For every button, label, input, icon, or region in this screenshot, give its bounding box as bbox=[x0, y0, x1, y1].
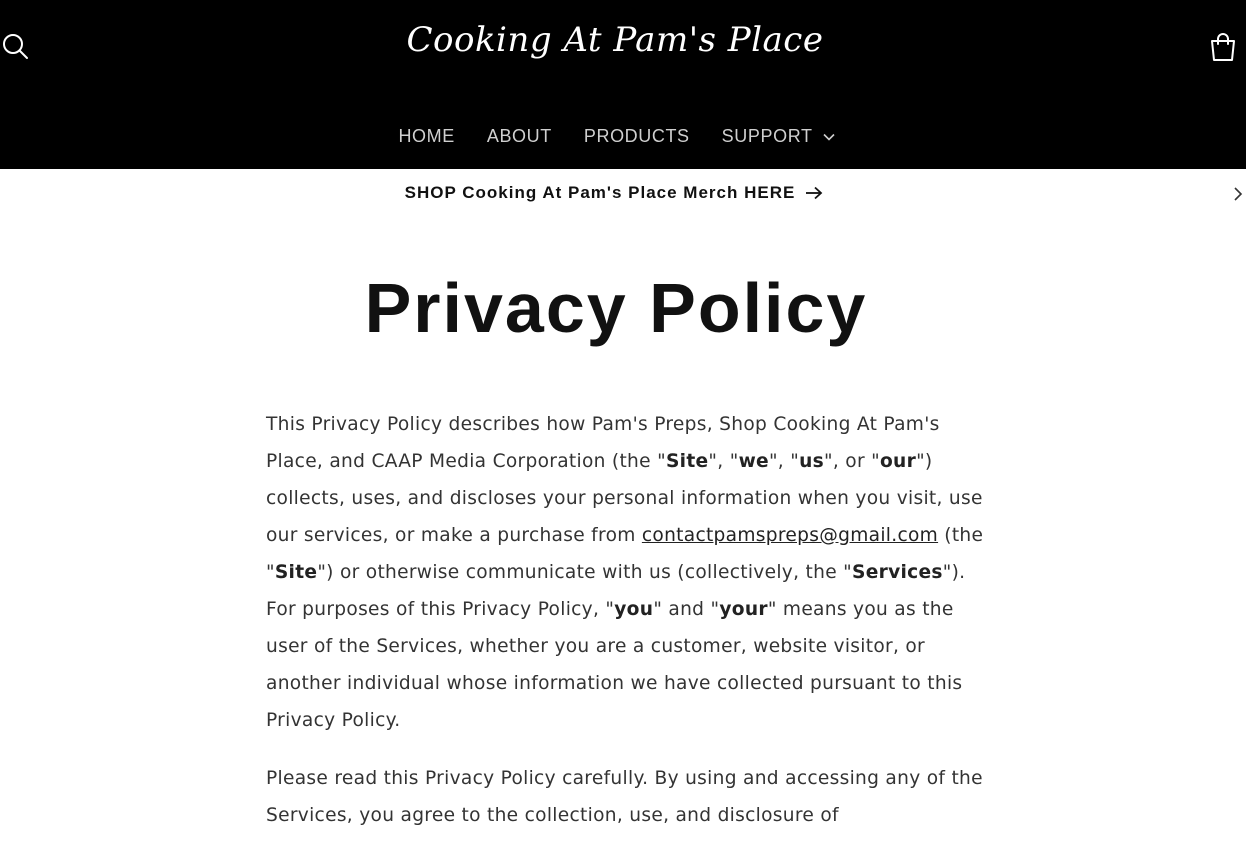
text: ", or " bbox=[824, 451, 880, 472]
chevron-right-icon bbox=[1230, 185, 1246, 203]
term-your: your bbox=[719, 599, 768, 620]
term-us: us bbox=[799, 451, 824, 472]
text: ", " bbox=[708, 451, 739, 472]
term-site: Site bbox=[274, 562, 318, 583]
term-services: Services bbox=[852, 562, 943, 583]
nav-item-support[interactable] bbox=[722, 126, 835, 147]
text: ") collects, uses, and discloses your personal information when you visit, use our services, or make a purchase from bbox=[266, 451, 983, 546]
announcement-link[interactable] bbox=[0, 183, 1228, 203]
announcement-text: SHOP Cooking At Pam's Place Merch HERE bbox=[404, 183, 796, 202]
text: "). For purposes of this Privacy Policy, " bbox=[266, 562, 966, 620]
announcement-next-button[interactable] bbox=[1230, 185, 1246, 203]
term-our: our bbox=[879, 451, 917, 472]
text: ") or otherwise communicate with us (collectively, the " bbox=[317, 562, 852, 583]
site-logo[interactable]: Cooking At Pam's Place bbox=[406, 20, 824, 60]
text: " means you as the user of the Services, whether you are a customer, website visitor, or another individual whose information we have collected pursuant to this Privacy Policy. bbox=[266, 599, 963, 731]
nav-item-home[interactable]: HOME bbox=[398, 126, 455, 146]
email-link[interactable]: contactpamspreps@gmail.com bbox=[641, 525, 939, 546]
arrow-right-icon bbox=[805, 186, 823, 200]
announcement-bar bbox=[0, 169, 1246, 217]
term-we: we bbox=[738, 451, 769, 472]
policy-paragraph bbox=[266, 406, 986, 739]
text: ", " bbox=[768, 451, 800, 472]
text: This Privacy Policy describes how Pam's Preps, Shop Cooking At Pam's Place, and CAAP Media Corporation (the " bbox=[266, 414, 940, 472]
term-you: you bbox=[614, 599, 654, 620]
policy-paragraph: Please read this Privacy Policy carefully. By using and accessing any of the Services, you agree to the collection, use, and disclosure of bbox=[266, 768, 983, 826]
chevron-down-icon bbox=[823, 133, 835, 141]
cart-icon bbox=[1208, 31, 1238, 63]
nav-item-products[interactable]: PRODUCTS bbox=[583, 126, 690, 146]
text: (the " bbox=[266, 525, 984, 583]
term-site: Site bbox=[665, 451, 709, 472]
nav-item-support-label: SUPPORT bbox=[721, 126, 813, 146]
nav-item-about[interactable]: ABOUT bbox=[486, 126, 552, 146]
main-nav bbox=[0, 126, 1233, 147]
page-title: Privacy Policy bbox=[364, 269, 868, 347]
cart-button[interactable] bbox=[1208, 31, 1238, 63]
policy-content bbox=[266, 406, 986, 855]
site-header bbox=[0, 0, 1246, 169]
text: " and " bbox=[653, 599, 720, 620]
